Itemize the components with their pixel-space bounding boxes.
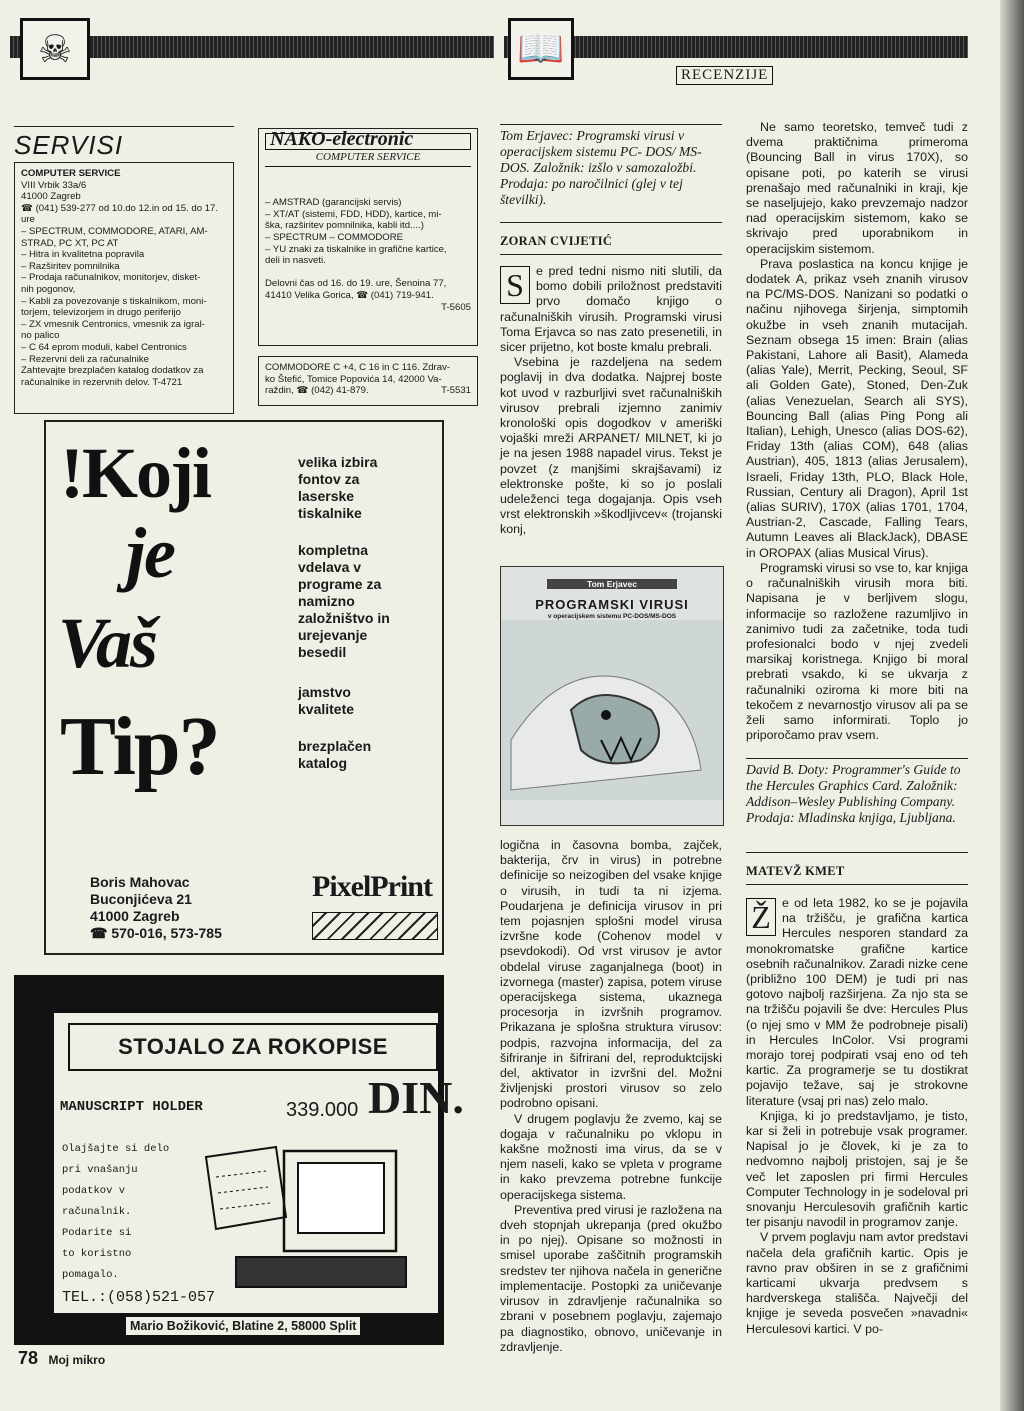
pp-feature-4: brezplačen katalog	[298, 738, 372, 771]
service-line: nih pogonov,	[21, 283, 76, 295]
review1-c2-p1: Ne samo teoretsko, temveč tudi z dvema praktičnima primeroma (Bouncing Ball in virus 170X), so opisane poti, po katerih se virusi prenašajo med računalniki in kraji, kje se naseljujejo, kako prevzemajo nadzor nad operacijskim sistemom, kako se skrivajo pred uporabnikom in operacijskim sistemom.	[746, 120, 968, 256]
nako-box	[258, 128, 478, 346]
stojalo-desc-line: podatkov v	[62, 1185, 126, 1197]
stojalo-currency: DIN.	[368, 1072, 464, 1123]
pp-contact: Boris Mahovac Buconjićeva 21 41000 Zagreb ☎ 570-016, 573-785	[90, 874, 222, 941]
cover-subtitle: v operacijskem sistemu PC-DOS/MS-DOS	[547, 613, 677, 620]
service-line: – SPECTRUM – COMMODORE	[265, 231, 404, 243]
service-line: ☎ (041) 539-277 od 10.do 12.in od 15. do 17.	[21, 202, 219, 214]
review1-p1: e pred tedni nismo niti slutili, da bomo dobili priložnost predstaviti prvo domačo knjigo o računalniških virusih. Programski virusi Toma Erjavca so nas zato presenetili, in sicer prijetno, kot boste kmalu prebrali.	[500, 264, 722, 355]
review2-author: MATEVŽ KMET	[746, 864, 845, 878]
pp-headline-2: je	[126, 513, 174, 593]
service-line: – Razširitev pomnilnika	[21, 260, 120, 272]
service-line: 41000 Zagreb	[21, 191, 81, 203]
stojalo-price: 339.000	[286, 1099, 359, 1121]
stojalo-desc-line: pri vnašanju	[62, 1164, 138, 1176]
service-line: – ZX vmesnik Centronics, vmesnik za igral-	[21, 318, 205, 330]
review2-dropcap: Ž	[746, 898, 776, 936]
stojalo-desc-line: Podarite si	[62, 1227, 132, 1239]
review2-p2: Knjiga, ki jo predstavljamo, je tisto, kar si želi in potrebuje vsak programer. Napisal jo je človek, ki je za to nedvomno najbolj pristojen, saj je še več let zaposlen pri firmi Hercules Computer Technology in je sodeloval pri snovanju Herculesovih grafičnih kartic ter pisanju navodil in programov zanje.	[746, 1108, 968, 1230]
review1-c2-p3: Programski virusi so vse to, kar knjiga o računalniških virusih mora biti. Napisana je v berljivem slogu, informacije so razložene razumljivo in zanimivo tudi za začetnike, toda tudi profesionalci bodo v njej zvedeli marsikaj koristnega. Knjigo bi moral prebrati vsakdo, ki se ukvarja z računalniki oziroma ki more biti na tekočem z nevarnostjo virusov ali pa se želi samo informirati. Toplo jo priporočamo prav vsem.	[746, 560, 968, 743]
review1-top-rule	[500, 124, 722, 125]
stojalo-desc-line: to koristno	[62, 1248, 132, 1260]
book-cover-image	[500, 566, 724, 826]
review1-p4: V drugem poglavju že zvemo, kaj se dogaja v računalniku po vklopu in kakšne možnosti ima virus, da se v njem naseli, kako se vpleta v programe in kako prevzema potrebne funkcije operacijskega sistema.	[500, 1111, 722, 1202]
service-line: računalnike in rezervnih delov. T-4721	[21, 376, 183, 388]
review1-c2-p2: Prava poslastica na koncu knjige je dodatek A, prikaz vseh znanih virusov na PC/MS-DOS. Nanizani so podatki o načinu njihovega širjenja, simptomih okužbe in vseh znanih mutacijah. Seznam obsega 15 imen: Brain (alias Pakistani, Lahore ali Basit), Alameda (alias Yale), Merrit, Pecking, Seoul, SF ali Golden Gate), Stoned, Den-Zuk (alias Venezuelan, Search ali SYS), Bouncing Ball (alias Ping Pong ali Italian), Lehigh, Unesco (alias DOS-62), Friday 13th (alias COM), 648 (alias Austrian), 405, 1813 (alias Jerusalem), Israeli, Friday 13th, PLO, Black Hole, Russian, Century ali Dragon), April 1st (alias SURIV), 170X (alias 1701, 1704, Austrian-2, Cascade, Falling Tears, Autumn Leaves ali BlackJack), DBASE in OROPAX (alias Musical Virus).	[746, 256, 968, 560]
service-line: no palico	[21, 330, 60, 342]
review2-p1: e od leta 1982, ko se je pojavila na tržišču, je grafična kartica Hercules nesporen standard za monokromatske grafične kartice osebnih računalnikov. Zaradi nizke cene (približno 100 DEM) je tudi pri nas gotovo najbolj razširjena. Za njo sta se na tržišču pojavili še dve: Hercules Plus (o njej smo v MM že podrobneje pisali) in Hercules InColor. Vsi programi morajo torej podpirati vsaj eno od teh kartic. Za programerje se tu dostikrat pojavijo težave, saj je strokovne literature (vsaj pri nas) zelo malo.	[746, 896, 968, 1108]
review1-author: ZORAN CVIJETIĆ	[500, 234, 613, 248]
service-line: torjem, televizorjem in drugo periferijo	[21, 307, 181, 319]
pp-headline-3: Vaš	[58, 603, 157, 683]
service-line: STRAD, PC XT, PC AT	[21, 237, 119, 249]
pp-feature-3: jamstvo kvalitete	[298, 684, 355, 717]
cover-illustration	[501, 620, 723, 800]
service-line: ure	[21, 214, 35, 226]
pp-headline-1: !Koji	[60, 433, 210, 513]
computer-service-name: COMPUTER SERVICE	[21, 168, 121, 179]
review1-mid-rule	[500, 222, 722, 223]
magazine-name: Moj mikro	[48, 1353, 106, 1367]
section-tag: RECENZIJE	[676, 66, 773, 85]
service-line: – XT/AT (sistemi, FDD, HDD), kartice, mi-	[265, 208, 442, 220]
commodore-code: T-5531	[441, 384, 471, 396]
review1-p3: logična in časovna bomba, zajček, bakterija, črv in virus) in potrebne definicije so neizogiben del vsake knjige o virusih, in tudi ta ni izjema. Poudarjena je definicija virusov in pri tem pojasnjen splošni model virusa izvršne kode (Cohenov model v psevdokodi). Od vrst virusov je avtor obdelal viruse zaganjalnega (boot) in izvornega (master) zapisa, potem viruse operacijskega sistema, ukaznega procesorja in izvršnih programov. Prikazana je splošna struktura virusov: podpis, razvojna informacija, del za šifriranje in šifrirani del, reproduktcijski del, aktivator in izvršni del. Možni življenjski prostori virusov so zelo podrobno opisani.	[500, 838, 722, 1111]
page-edge	[1000, 0, 1024, 1411]
pixelprint-logo-pattern	[312, 912, 438, 940]
stojalo-desc	[62, 1139, 169, 1286]
review1-col1-top	[500, 264, 722, 554]
service-line: deli in nasveti.	[265, 255, 326, 267]
service-line: – Prodaja računalnikov, monitorjev, disket-	[21, 272, 201, 284]
computer-service-box	[14, 162, 234, 414]
review1-col1-bottom	[500, 838, 722, 1378]
servisi-title: SERVISI	[14, 130, 124, 160]
pixelprint-logo: PixelPrint	[312, 870, 432, 903]
pp-headline-4: Tip?	[60, 700, 219, 793]
service-line	[265, 267, 471, 279]
service-line: Delovni čas od 16. do 19. ure, Šenoina 77,	[265, 278, 447, 290]
service-line: COMMODORE C +4, C 16 in C 116. Zdrav-	[265, 362, 451, 373]
review1-p2: Vsebina je razdeljena na sedem poglavij in dva dodatka. Najprej boste kot uvod v razburljivi svet računalniških virusov prebrali izjemno zanimiv kronološki opis dogodkov v ameriški vojaški mreži ARPANET/ MILNET, ki jo je na jesen 1988 napadel virus. Tekst je povzet (z manjšimi skrajšavami) iz elektronske pošte, ki so jo poslali udeleženci tega dogajanja. Opis vseh vrst elektronskih »škodljivcev« (trojanski konj,	[500, 355, 722, 537]
service-line: ška, razširitev pomnilnika, kabli itd....)	[265, 220, 424, 232]
book-icon: 📖	[508, 18, 574, 80]
service-line: raždin, ☎ (042) 41-879.	[265, 385, 369, 397]
service-line: – AMSTRAD (garancijski servis)	[265, 197, 402, 209]
stojalo-title-bar	[68, 1023, 438, 1071]
review2-header: David B. Doty: Programmer's Guide to the Hercules Graphics Card. Založnik: Addison–Wesley Publishing Company. Prodaja: Mladinska knjiga, Ljubljana.	[746, 762, 961, 825]
review2-mid-rule	[746, 852, 968, 853]
service-line: Zahtevajte brezplačen katalog dodatkov za	[21, 365, 204, 377]
commodore-box	[258, 356, 478, 406]
nako-code: T-5605	[441, 301, 471, 313]
service-line: ko Štefić, Tomice Popovića 14, 42000 Va-	[265, 373, 442, 385]
review1-p5: Preventiva pred virusi je razložena na dveh stopnjah ukrepanja (pred okužbo in po njej). Opisane so možnosti in smisel uporabe zaščitnih programskih sredstev ter njihova načela in generične implementacije. Postopki za uničevanje virusov in zdravljenje računalnika so zbrani v posebnem poglavju, zajemajo pa diagnostiko, obnovo, uničevanje in zdravljenje.	[500, 1202, 722, 1354]
service-line: 41410 Velika Gorica, ☎ (041) 719-941.	[265, 289, 434, 301]
review2-body	[746, 896, 968, 1376]
service-line: – Kabli za povezovanje s tiskalnikom, moni-	[21, 295, 207, 307]
stojalo-title: STOJALO ZA ROKOPISE	[118, 1034, 388, 1059]
cover-author: Tom Erjavec	[547, 579, 677, 589]
nako-lines	[265, 197, 471, 301]
phone-icon: ☎	[90, 925, 112, 941]
stojalo-inner	[54, 1013, 464, 1313]
review2-author-rule	[746, 884, 968, 885]
review2-top-rule	[746, 758, 968, 759]
pp-feature-2: kompletna vdelava v programe za namizno založništvo in urejevanje besedil	[298, 542, 390, 660]
stojalo-desc-line: pomagalo.	[62, 1269, 119, 1281]
computer-illustration-icon	[196, 1137, 416, 1293]
stojalo-product: MANUSCRIPT HOLDER	[60, 1099, 203, 1115]
stojalo-ad	[14, 975, 464, 1345]
service-line: – C 64 eprom moduli, kabel Centronics	[21, 341, 187, 353]
service-line: VIII Vrbik 33a/6	[21, 179, 87, 191]
review1-header: Tom Erjavec: Programski virusi v operacijskem sistemu PC- DOS/ MS-DOS. Založnik: izšlo v samozaložbi. Prodaja: po naročilnici (glej v tej številki).	[500, 128, 702, 207]
pp-feature-1: velika izbira fontov za laserske tiskalnike	[298, 454, 378, 521]
review1-dropcap: S	[500, 266, 530, 304]
skull-crossbones-icon: ☠	[20, 18, 90, 80]
stojalo-phone: TEL.:(058)521-057	[62, 1289, 216, 1306]
cover-title: PROGRAMSKI VIRUSI	[535, 597, 689, 612]
review1-col2	[746, 120, 968, 743]
stojalo-address: Mario Božiković, Blatine 2, 58000 Split	[126, 1317, 360, 1335]
nako-subtitle: COMPUTER SERVICE	[265, 152, 471, 168]
service-line: – YU znaki za tiskalnike in grafične kartice,	[265, 243, 447, 255]
pixelprint-ad	[44, 420, 444, 955]
service-line: – SPECTRUM, COMMODORE, ATARI, AM-	[21, 225, 208, 237]
footer	[18, 1348, 105, 1369]
review1-author-rule	[500, 254, 722, 255]
service-line: – Rezervni deli za računalnike	[21, 353, 149, 365]
nako-logo: NAKO-electronic	[265, 133, 471, 150]
stojalo-desc-line: Olajšajte si delo	[62, 1143, 170, 1155]
review2-p3: V prvem poglavju nam avtor predstavi načela dela grafičnih kartic. Opis je ravno prav obširen in se z grafičnimi karticami ukvarja predvsem s hardverskega stališča. Največji del knjige je seveda posvečen »navadni« Herculesovi kartici. V po-	[746, 1230, 968, 1336]
page-number: 78	[18, 1348, 39, 1368]
service-line: – Hitra in kvalitetna popravila	[21, 249, 145, 261]
servisi-rule	[14, 126, 234, 127]
computer-service-lines	[21, 180, 227, 389]
stojalo-desc-line: računalnik.	[62, 1206, 132, 1218]
